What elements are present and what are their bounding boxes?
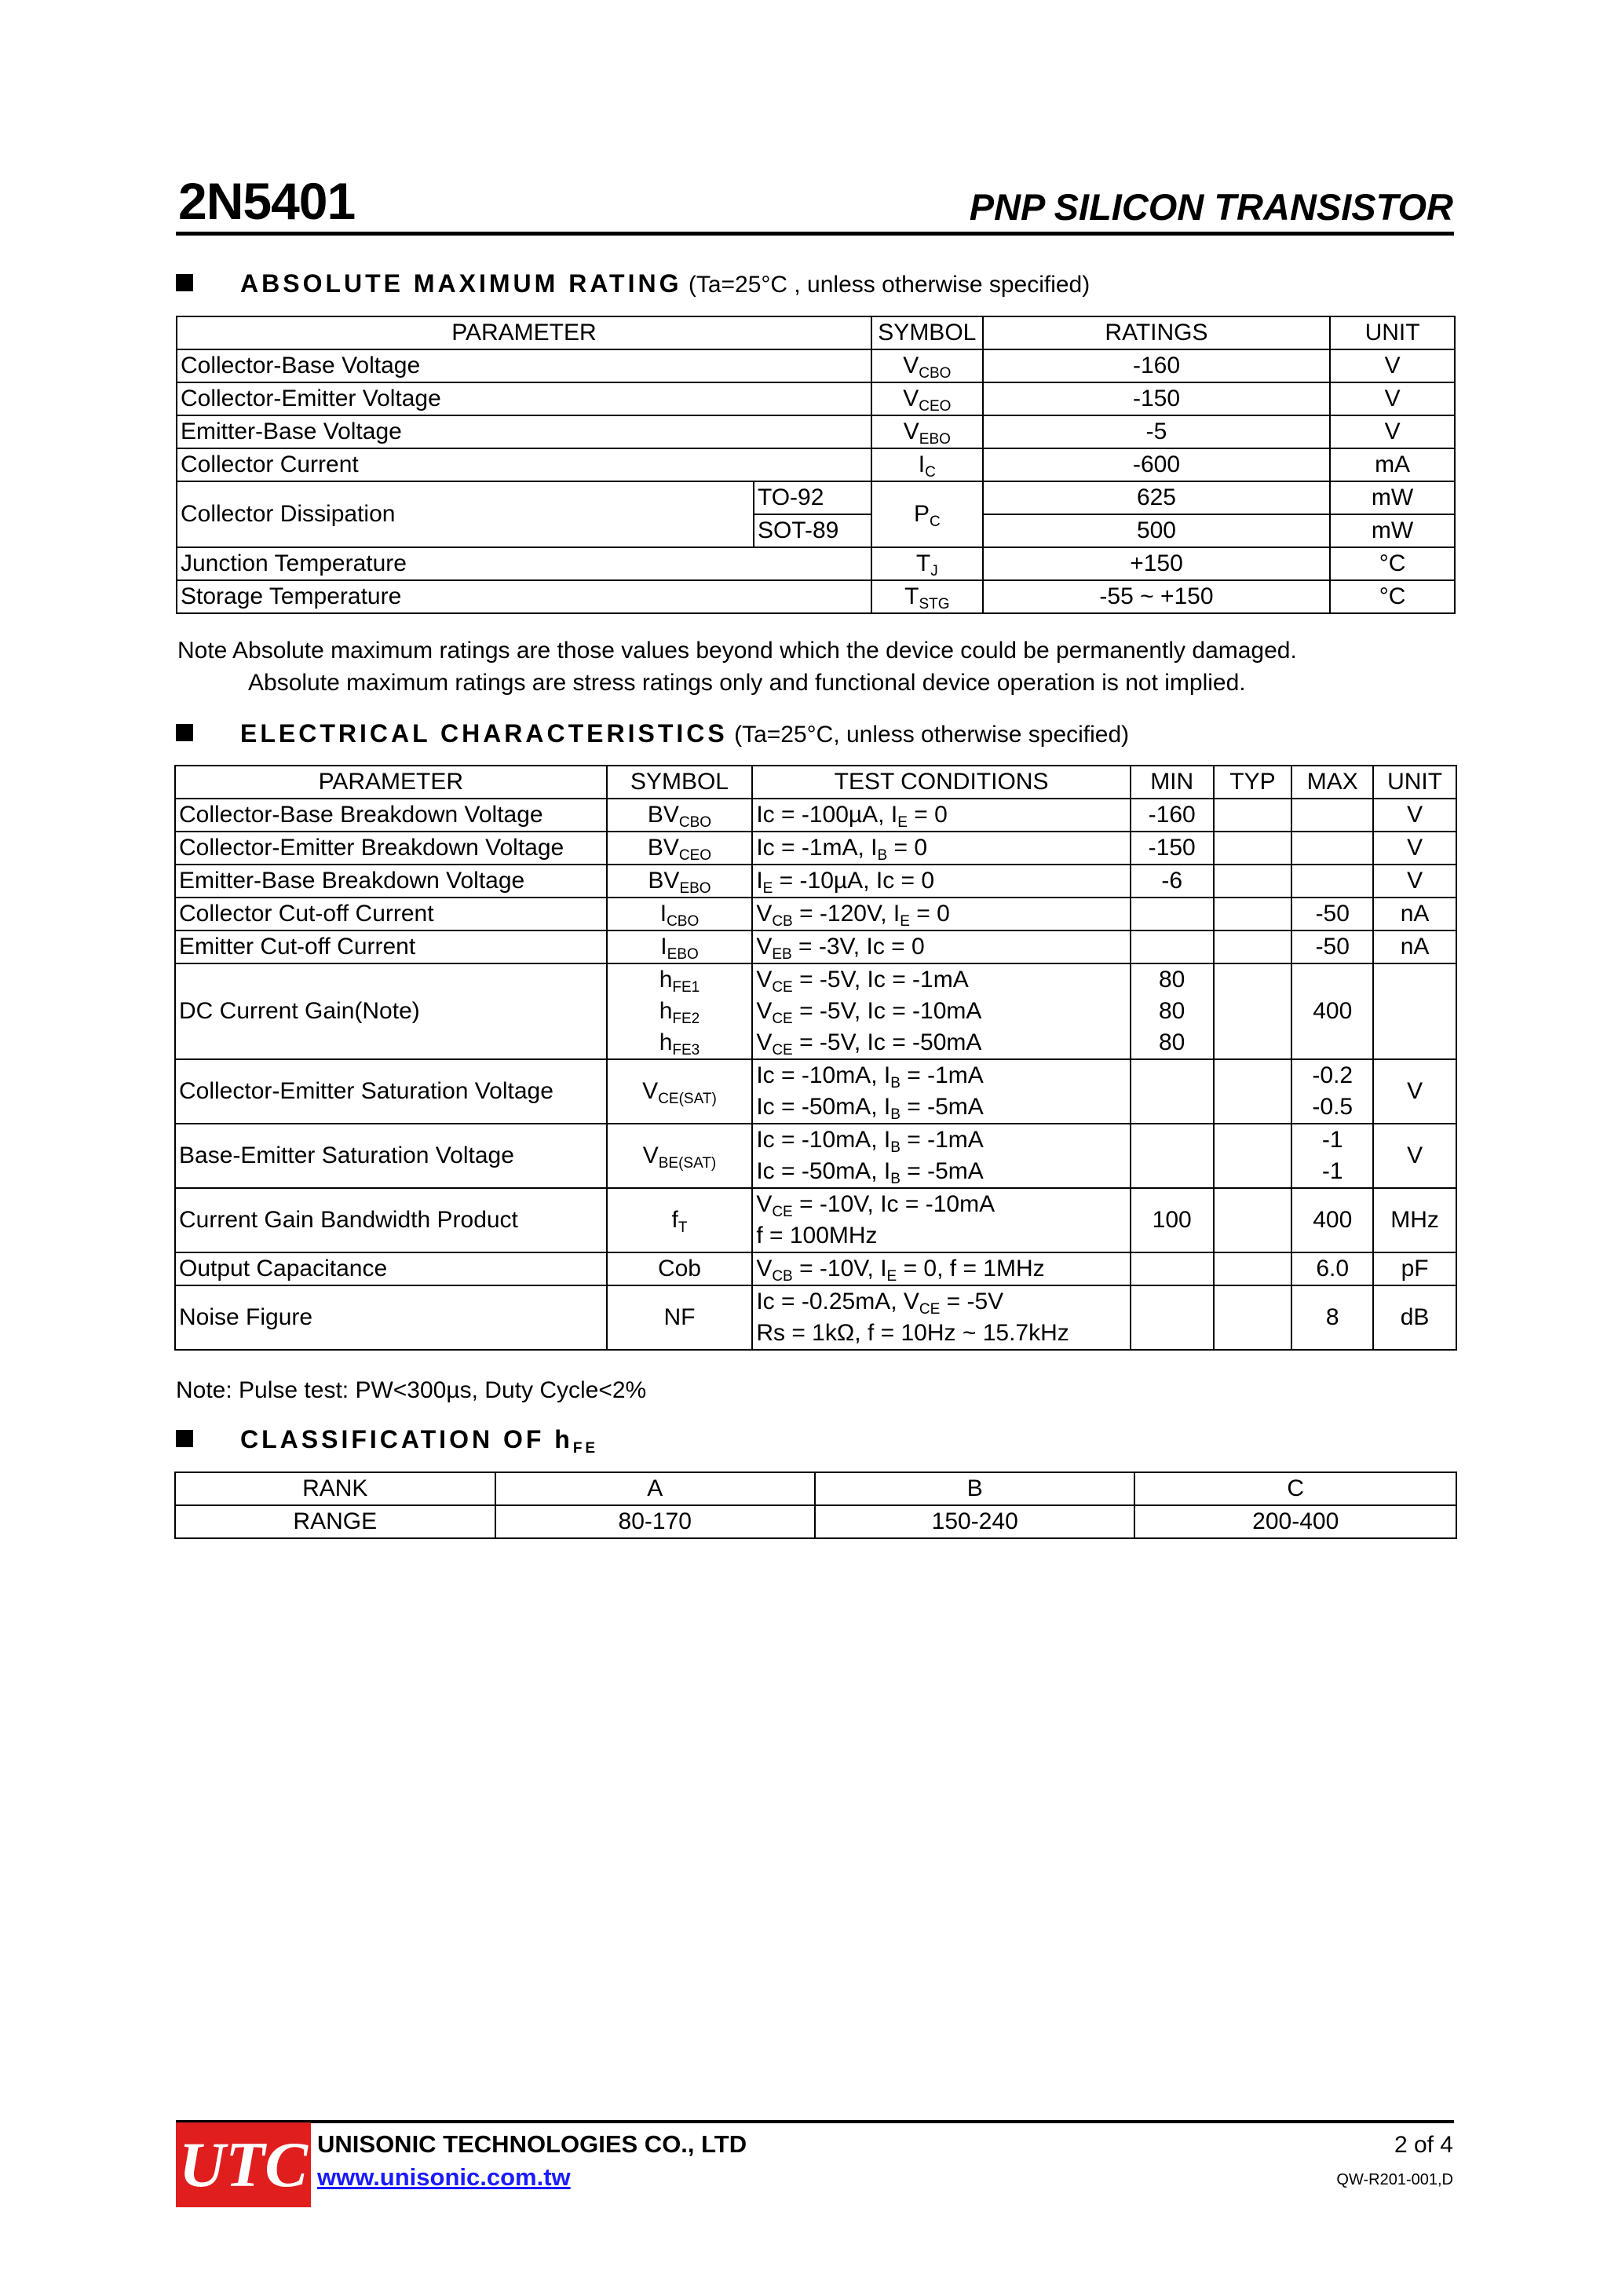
symbol-cell: Cob <box>607 1252 753 1285</box>
rating-cell: -600 <box>983 448 1330 481</box>
table-header-row <box>175 766 1456 799</box>
range-label: RANGE <box>175 1505 495 1538</box>
typ-cell <box>1214 832 1292 865</box>
typ-cell <box>1214 1252 1292 1285</box>
abs-max-heading: ABSOLUTE MAXIMUM RATING <box>240 269 682 298</box>
symbol-cell: NF <box>607 1285 753 1350</box>
square-bullet-icon <box>176 1430 193 1447</box>
symbol-cell: $h_{FE1}$ $h_{FE2}$ $h_{FE3}$ <box>607 963 753 1059</box>
rank-cell: A <box>495 1472 815 1505</box>
unit-cell: V <box>1373 1059 1456 1124</box>
col-header: MIN <box>1131 766 1214 799</box>
parameter-cell: Base-Emitter Saturation Voltage <box>175 1124 607 1188</box>
table-row <box>175 1252 1456 1285</box>
table-row <box>175 930 1456 963</box>
parameter-cell: Collector-Emitter Breakdown Voltage <box>175 832 607 865</box>
symbol-cell: $T_J$ <box>871 547 983 580</box>
footer-rule <box>176 2120 1454 2123</box>
elec-note: Note: Pulse test: PW<300µs, Duty Cycle<2% <box>176 1377 647 1403</box>
min-cell: -150 <box>1131 832 1214 865</box>
typ-cell <box>1214 865 1292 898</box>
symbol-cell: $BV_{EBO}$ <box>607 865 753 898</box>
parameter-cell: Emitter Cut-off Current <box>175 930 607 963</box>
unit-cell: mW <box>1330 514 1455 547</box>
part-number: 2N5401 <box>178 172 356 230</box>
parameter-cell: Output Capacitance <box>175 1252 607 1285</box>
document-number: QW-R201-001,D <box>1336 2171 1453 2188</box>
max-cell: -1 -1 <box>1291 1124 1373 1188</box>
col-header: UNIT <box>1373 766 1456 799</box>
unit-cell: mW <box>1330 481 1455 514</box>
col-header: MAX <box>1291 766 1373 799</box>
unit-cell: V <box>1330 349 1455 382</box>
parameter-cell: Collector-Base Breakdown Voltage <box>175 799 607 832</box>
symbol-cell: $f_T$ <box>607 1188 753 1252</box>
min-cell: 100 <box>1131 1188 1214 1252</box>
typ-cell <box>1214 1124 1292 1188</box>
unit-cell: V <box>1373 832 1456 865</box>
elec-table <box>174 765 1457 1351</box>
col-header: PARAMETER <box>177 316 871 349</box>
test-conditions-cell: $V_{CB} = -10V$, $I_E = 0$, f = 1MHz <box>752 1252 1131 1285</box>
min-cell <box>1131 1124 1214 1188</box>
unit-cell: °C <box>1330 547 1455 580</box>
elec-condition: (Ta=25°C, unless otherwise specified) <box>734 722 1130 748</box>
parameter-cell: Collector-Emitter Voltage <box>177 382 871 415</box>
test-conditions-cell: $I_E = -10\mu A$, Ic = 0 <box>752 865 1131 898</box>
table-row <box>175 799 1456 832</box>
min-cell <box>1131 1252 1214 1285</box>
package-cell: SOT-89 <box>754 514 871 547</box>
square-bullet-icon <box>176 274 193 291</box>
test-conditions-cell: $V_{CB} = -120V$, $I_E = 0$ <box>752 898 1131 930</box>
table-row <box>177 382 1455 415</box>
rating-cell: 625 <box>983 481 1330 514</box>
symbol-cell: $P_C$ <box>871 481 983 547</box>
table-row <box>175 1188 1456 1252</box>
abs-max-condition: (Ta=25°C , unless otherwise specified) <box>688 272 1090 298</box>
col-header: TEST CONDITIONS <box>752 766 1131 799</box>
min-cell <box>1131 1059 1214 1124</box>
max-cell: -0.2 -0.5 <box>1291 1059 1373 1124</box>
table-row <box>175 1472 1456 1505</box>
header-rule <box>176 232 1454 236</box>
table-row <box>175 1059 1456 1124</box>
min-cell: -160 <box>1131 799 1214 832</box>
parameter-cell: Emitter-Base Voltage <box>177 415 871 448</box>
test-conditions-cell: Ic = -0.25mA, $V_{CE} = -5V$ Rs = 1kΩ, f = 10Hz ~ 15.7kHz <box>752 1285 1131 1350</box>
table-row <box>175 1285 1456 1350</box>
typ-cell <box>1214 1285 1292 1350</box>
rating-cell: +150 <box>983 547 1330 580</box>
rating-cell: -150 <box>983 382 1330 415</box>
max-cell: 6.0 <box>1291 1252 1373 1285</box>
test-conditions-cell: Ic = -100µA, $I_E = 0$ <box>752 799 1131 832</box>
elec-heading: ELECTRICAL CHARACTERISTICS <box>240 719 728 748</box>
unit-cell <box>1373 963 1456 1059</box>
parameter-cell: Collector Current <box>177 448 871 481</box>
min-cell: -6 <box>1131 865 1214 898</box>
table-row <box>177 547 1455 580</box>
table-row <box>177 481 1455 514</box>
rating-cell: -160 <box>983 349 1330 382</box>
unit-cell: V <box>1373 1124 1456 1188</box>
typ-cell <box>1214 898 1292 930</box>
unit-cell: V <box>1373 865 1456 898</box>
rank-label: RANK <box>175 1472 495 1505</box>
parameter-cell: DC Current Gain(Note) <box>175 963 607 1059</box>
max-cell: -50 <box>1291 930 1373 963</box>
max-cell <box>1291 799 1373 832</box>
typ-cell <box>1214 1188 1292 1252</box>
test-conditions-cell: $V_{CE} = -10V$, Ic = -10mA f = 100MHz <box>752 1188 1131 1252</box>
parameter-cell: Storage Temperature <box>177 580 871 613</box>
unit-cell: °C <box>1330 580 1455 613</box>
page-number: 2 of 4 <box>1394 2132 1453 2158</box>
table-row <box>175 1505 1456 1538</box>
typ-cell <box>1214 930 1292 963</box>
abs-max-table <box>176 316 1456 614</box>
parameter-cell: Junction Temperature <box>177 547 871 580</box>
utc-logo: UTC <box>176 2122 311 2207</box>
test-conditions-cell: $V_{CE} = -5V$, Ic = -1mA $V_{CE} = -5V$, Ic = -10mA $V_{CE} = -5V$, Ic = -50mA <box>752 963 1131 1059</box>
parameter-cell: Emitter-Base Breakdown Voltage <box>175 865 607 898</box>
parameter-cell: Current Gain Bandwidth Product <box>175 1188 607 1252</box>
symbol-cell: $V_{EBO}$ <box>871 415 983 448</box>
col-header: RATINGS <box>983 316 1330 349</box>
symbol-cell: $I_C$ <box>871 448 983 481</box>
rank-cell: B <box>815 1472 1135 1505</box>
typ-cell <box>1214 963 1292 1059</box>
symbol-cell: $T_{STG}$ <box>871 580 983 613</box>
typ-cell <box>1214 1059 1292 1124</box>
rank-cell: C <box>1134 1472 1456 1505</box>
symbol-cell: $I_{CBO}$ <box>607 898 753 930</box>
unit-cell: MHz <box>1373 1188 1456 1252</box>
max-cell: 400 <box>1291 1188 1373 1252</box>
hfe-heading: CLASSIFICATION OF $h_{FE}$ <box>240 1425 599 1457</box>
range-cell: 80-170 <box>495 1505 815 1538</box>
range-cell: 150-240 <box>815 1505 1135 1538</box>
unit-cell: nA <box>1373 930 1456 963</box>
test-conditions-cell: $V_{EB} = -3V$, Ic = 0 <box>752 930 1131 963</box>
table-row <box>177 349 1455 382</box>
abs-max-heading-row <box>176 269 1090 298</box>
table-row <box>175 963 1456 1059</box>
test-conditions-cell: Ic = -10mA, $I_B = -1mA$ Ic = -50mA, $I_B = -5mA$ <box>752 1059 1131 1124</box>
symbol-cell: $V_{CEO}$ <box>871 382 983 415</box>
col-header: UNIT <box>1330 316 1455 349</box>
company-name: UNISONIC TECHNOLOGIES CO., LTD <box>317 2130 747 2158</box>
symbol-cell: $BV_{CBO}$ <box>607 799 753 832</box>
symbol-cell: $BV_{CEO}$ <box>607 832 753 865</box>
col-header: SYMBOL <box>871 316 983 349</box>
table-row <box>177 448 1455 481</box>
max-cell: 8 <box>1291 1285 1373 1350</box>
table-row <box>175 898 1456 930</box>
unit-cell: V <box>1330 382 1455 415</box>
unit-cell: dB <box>1373 1285 1456 1350</box>
hfe-heading-row <box>176 1425 599 1457</box>
max-cell <box>1291 865 1373 898</box>
table-row <box>177 415 1455 448</box>
col-header: TYP <box>1214 766 1292 799</box>
unit-cell: V <box>1373 799 1456 832</box>
parameter-cell: Collector Dissipation <box>177 481 754 547</box>
abs-max-note-line1: Note Absolute maximum ratings are those values beyond which the device could be permanently damaged. <box>177 638 1297 664</box>
col-header: SYMBOL <box>607 766 753 799</box>
typ-cell <box>1214 799 1292 832</box>
elec-heading-row <box>176 719 1129 748</box>
col-header: PARAMETER <box>175 766 607 799</box>
symbol-cell: $I_{EBO}$ <box>607 930 753 963</box>
rating-cell: -5 <box>983 415 1330 448</box>
rating-cell: 500 <box>983 514 1330 547</box>
abs-max-note-line2: Absolute maximum ratings are stress ratings only and functional device operation is not implied. <box>248 670 1246 696</box>
unit-cell: V <box>1330 415 1455 448</box>
table-row <box>175 865 1456 898</box>
max-cell: 400 <box>1291 963 1373 1059</box>
table-header-row <box>177 316 1455 349</box>
test-conditions-cell: Ic = -10mA, $I_B = -1mA$ Ic = -50mA, $I_B = -5mA$ <box>752 1124 1131 1188</box>
symbol-cell: $V_{CBO}$ <box>871 349 983 382</box>
parameter-cell: Noise Figure <box>175 1285 607 1350</box>
device-type: PNP SILICON TRANSISTOR <box>969 186 1453 228</box>
unit-cell: pF <box>1373 1252 1456 1285</box>
symbol-cell: $V_{BE(SAT)}$ <box>607 1124 753 1188</box>
max-cell <box>1291 832 1373 865</box>
parameter-cell: Collector-Emitter Saturation Voltage <box>175 1059 607 1124</box>
min-cell: 80 80 80 <box>1131 963 1214 1059</box>
parameter-cell: Collector-Base Voltage <box>177 349 871 382</box>
package-cell: TO-92 <box>754 481 871 514</box>
square-bullet-icon <box>176 724 193 741</box>
range-cell: 200-400 <box>1134 1505 1456 1538</box>
website-link[interactable]: www.unisonic.com.tw <box>317 2163 571 2191</box>
min-cell <box>1131 898 1214 930</box>
parameter-cell: Collector Cut-off Current <box>175 898 607 930</box>
table-row <box>175 1124 1456 1188</box>
max-cell: -50 <box>1291 898 1373 930</box>
table-row <box>177 580 1455 613</box>
hfe-table <box>174 1472 1457 1539</box>
rating-cell: -55 ~ +150 <box>983 580 1330 613</box>
symbol-cell: $V_{CE(SAT)}$ <box>607 1059 753 1124</box>
min-cell <box>1131 930 1214 963</box>
table-row <box>175 832 1456 865</box>
unit-cell: mA <box>1330 448 1455 481</box>
unit-cell: nA <box>1373 898 1456 930</box>
min-cell <box>1131 1285 1214 1350</box>
test-conditions-cell: Ic = -1mA, $I_B = 0$ <box>752 832 1131 865</box>
